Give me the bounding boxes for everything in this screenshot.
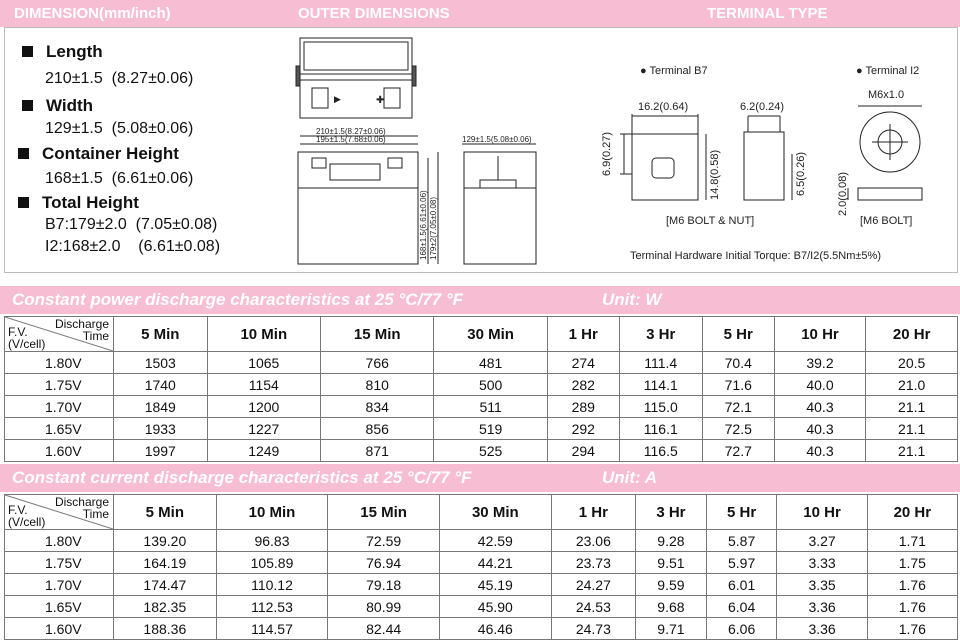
value-cell: 139.20 [114,530,217,552]
container-height-value: 168±1.5 (6.61±0.06) [45,170,194,187]
value-cell: 70.4 [702,352,774,374]
value-cell: 72.5 [702,418,774,440]
column-header: 5 Hr [702,317,774,352]
value-cell: 23.73 [551,552,635,574]
value-cell: 810 [321,374,434,396]
container-height-label: Container Height [18,144,179,164]
current-table-title: Constant current discharge characteristics at 25 °C/77 °F [12,468,472,487]
terminal-b7-height3: 6.5(0.26) [795,151,807,196]
terminal-b7-title: ● Terminal B7 [640,65,708,77]
value-cell: 1503 [114,352,208,374]
value-cell: 46.46 [439,618,551,640]
value-cell: 871 [321,440,434,462]
battery-side-view [462,144,536,264]
value-cell: 1065 [207,352,320,374]
value-cell: 21.1 [866,440,958,462]
battery-front-view [298,136,438,264]
column-header: 10 Hr [774,317,866,352]
value-cell: 39.2 [774,352,866,374]
terminal-b7-height1: 6.9(0.27) [601,131,613,176]
value-cell: 21.1 [866,418,958,440]
value-cell: 274 [547,352,619,374]
terminal-i2-title: ● Terminal I2 [856,65,920,77]
table-row [5,352,958,374]
value-cell: 1227 [207,418,320,440]
column-header: 5 Min [114,495,217,530]
column-header: 1 Hr [547,317,619,352]
battery-top-view [296,38,416,118]
length-label: Length [22,42,103,62]
value-cell: 1.76 [867,618,957,640]
column-header: 5 Min [114,317,208,352]
value-cell: 21.0 [866,374,958,396]
value-cell: 9.51 [636,552,707,574]
terminal-b7-shape [620,114,792,200]
value-cell: 44.21 [439,552,551,574]
value-cell: 164.19 [114,552,217,574]
column-header: 3 Hr [619,317,702,352]
table-header-row [5,495,958,530]
value-cell: 1154 [207,374,320,396]
column-header: 10 Min [207,317,320,352]
value-cell: 1.76 [867,574,957,596]
value-cell: 24.27 [551,574,635,596]
value-cell: 519 [434,418,547,440]
table-row [5,374,958,396]
value-cell: 20.5 [866,352,958,374]
final-voltage-cell: 1.65V [5,418,114,440]
svg-text:▶: ▶ [334,94,341,104]
column-header: 20 Hr [866,317,958,352]
table-row [5,418,958,440]
svg-text:✚: ✚ [376,95,385,106]
table-row [5,396,958,418]
value-cell: 188.36 [114,618,217,640]
value-cell: 23.06 [551,530,635,552]
value-cell: 3.36 [777,596,867,618]
value-cell: 282 [547,374,619,396]
total-height-b7: B7:179±2.0 (7.05±0.08) [45,216,218,233]
terminal-i2-shape [848,106,922,200]
value-cell: 9.68 [636,596,707,618]
value-cell: 45.90 [439,596,551,618]
value-cell: 80.99 [328,596,440,618]
value-cell: 72.59 [328,530,440,552]
value-cell: 116.1 [619,418,702,440]
value-cell: 525 [434,440,547,462]
final-voltage-cell: 1.65V [5,596,114,618]
value-cell: 105.89 [216,552,328,574]
final-voltage-cell: 1.75V [5,552,114,574]
value-cell: 110.12 [216,574,328,596]
value-cell: 72.1 [702,396,774,418]
terminal-i2-height: 2.0(0.08) [837,171,849,216]
table-row [5,618,958,640]
value-cell: 9.28 [636,530,707,552]
column-header: 15 Min [328,495,440,530]
value-cell: 856 [321,418,434,440]
current-discharge-table [4,494,958,640]
value-cell: 6.01 [706,574,777,596]
value-cell: 40.3 [774,396,866,418]
column-header: 10 Min [216,495,328,530]
value-cell: 9.59 [636,574,707,596]
table-row [5,530,958,552]
value-cell: 174.47 [114,574,217,596]
value-cell: 6.04 [706,596,777,618]
value-cell: 6.06 [706,618,777,640]
value-cell: 481 [434,352,547,374]
table-header-row [5,317,958,352]
value-cell: 3.35 [777,574,867,596]
value-cell: 292 [547,418,619,440]
width-label: Width [22,96,93,116]
front-length-inner: 195±1.5(7.68±0.06) [316,135,386,144]
front-length-outer: 210±1.5(8.27±0.06) [316,127,386,136]
value-cell: 21.1 [866,396,958,418]
front-height-179: 179±2(7.05±0.08) [429,196,438,260]
final-voltage-cell: 1.80V [5,352,114,374]
column-header: 5 Hr [706,495,777,530]
value-cell: 79.18 [328,574,440,596]
value-cell: 834 [321,396,434,418]
table-row [5,574,958,596]
value-cell: 1200 [207,396,320,418]
terminal-b7-bolt: [M6 BOLT & NUT] [666,215,755,227]
table-row [5,552,958,574]
value-cell: 1.75 [867,552,957,574]
value-cell: 3.33 [777,552,867,574]
terminal-i2-bolt: [M6 BOLT] [860,215,913,227]
total-height-label: Total Height [18,193,139,213]
value-cell: 9.71 [636,618,707,640]
value-cell: 5.97 [706,552,777,574]
value-cell: 5.87 [706,530,777,552]
column-header: 15 Min [321,317,434,352]
value-cell: 3.27 [777,530,867,552]
final-voltage-cell: 1.70V [5,574,114,596]
value-cell: 182.35 [114,596,217,618]
value-cell: 3.36 [777,618,867,640]
terminal-type-header: TERMINAL TYPE [707,5,828,22]
value-cell: 82.44 [328,618,440,640]
column-header: 30 Min [434,317,547,352]
value-cell: 111.4 [619,352,702,374]
final-voltage-cell: 1.80V [5,530,114,552]
value-cell: 42.59 [439,530,551,552]
table-row [5,596,958,618]
table-corner-cell: Discharge Time F.V. (V/cell) [5,495,114,530]
current-table-unit: Unit: A [602,468,658,487]
power-table-unit: Unit: W [602,290,662,309]
value-cell: 24.53 [551,596,635,618]
value-cell: 766 [321,352,434,374]
value-cell: 1997 [114,440,208,462]
terminal-b7-width: 16.2(0.64) [638,101,689,113]
terminal-b7-width2: 6.2(0.24) [740,101,785,113]
value-cell: 40.0 [774,374,866,396]
value-cell: 40.3 [774,418,866,440]
value-cell: 289 [547,396,619,418]
terminal-i2-thread: M6x1.0 [868,89,905,101]
value-cell: 71.6 [702,374,774,396]
terminal-b7-height2: 14.8(0.58) [709,149,721,200]
terminal-drawing [590,54,956,269]
value-cell: 112.53 [216,596,328,618]
final-voltage-cell: 1.75V [5,374,114,396]
value-cell: 294 [547,440,619,462]
value-cell: 24.73 [551,618,635,640]
table-corner-cell: Discharge Time F.V. (V/cell) [5,317,114,352]
value-cell: 1.76 [867,596,957,618]
column-header: 30 Min [439,495,551,530]
final-voltage-cell: 1.70V [5,396,114,418]
width-value: 129±1.5 (5.08±0.06) [45,120,194,137]
terminal-torque-note: Terminal Hardware Initial Torque: B7/I2(5.5Nm±5%) [630,250,881,262]
dimension-header: DIMENSION(mm/inch) [14,5,171,22]
value-cell: 115.0 [619,396,702,418]
value-cell: 76.94 [328,552,440,574]
value-cell: 114.1 [619,374,702,396]
outer-dimension-drawing [290,30,550,270]
column-header: 1 Hr [551,495,635,530]
front-height-168: 168±1.5(6.61±0.06) [419,190,428,260]
outer-dimensions-header: OUTER DIMENSIONS [298,5,450,22]
value-cell: 72.7 [702,440,774,462]
table-row [5,440,958,462]
length-value: 210±1.5 (8.27±0.06) [45,70,194,87]
power-discharge-table [4,316,958,462]
total-height-i2: I2:168±2.0 (6.61±0.08) [45,238,221,255]
final-voltage-cell: 1.60V [5,440,114,462]
final-voltage-cell: 1.60V [5,618,114,640]
value-cell: 500 [434,374,547,396]
value-cell: 116.5 [619,440,702,462]
value-cell: 1.71 [867,530,957,552]
column-header: 20 Hr [867,495,957,530]
value-cell: 1849 [114,396,208,418]
value-cell: 1933 [114,418,208,440]
value-cell: 1740 [114,374,208,396]
column-header: 10 Hr [777,495,867,530]
power-table-title: Constant power discharge characteristics at 25 °C/77 °F [12,290,464,309]
value-cell: 45.19 [439,574,551,596]
value-cell: 114.57 [216,618,328,640]
value-cell: 511 [434,396,547,418]
value-cell: 40.3 [774,440,866,462]
side-width-label: 129±1.5(5.08±0.06) [462,135,532,144]
column-header: 3 Hr [636,495,707,530]
value-cell: 96.83 [216,530,328,552]
value-cell: 1249 [207,440,320,462]
